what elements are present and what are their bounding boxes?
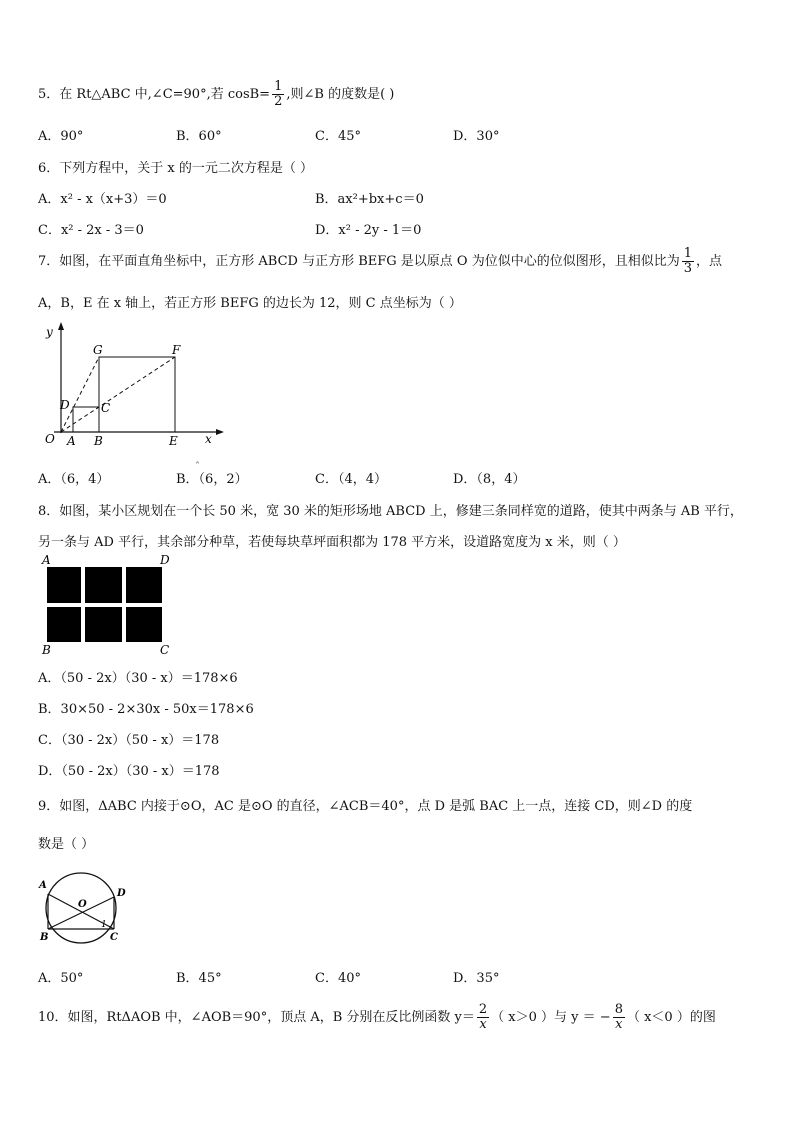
q7-label-g: G (93, 343, 103, 357)
q7-option-c: C．（4，4） (315, 472, 387, 487)
q9-option-b: B．45° (176, 971, 222, 986)
q5-option-c: C．45° (315, 129, 361, 144)
q7-label-y: y (46, 325, 53, 339)
q6-option-a: A．x² - x（x+3）＝0 (38, 192, 167, 207)
q9-label-a: A (39, 880, 47, 891)
q7-label-o: O (45, 432, 55, 446)
q9-circle-figure (34, 872, 144, 947)
q7-option-b-text: B．（6，2） (176, 472, 248, 487)
question-10-line-1 (38, 1003, 716, 1032)
q5-text-post: ,则∠B 的度数是( ) (286, 87, 395, 102)
q8-label-b: B (42, 643, 51, 657)
q8-option-a: A．（50 - 2x）（30 - x）＝178×6 (38, 671, 238, 686)
q9-label-o: O (78, 899, 87, 910)
q7-fraction-num: 1 (683, 246, 693, 261)
q9-label-b: B (40, 932, 49, 943)
q5-fraction-num: 1 (274, 79, 283, 94)
q8-label-a: A (42, 553, 51, 567)
q9-option-a: A．50° (38, 971, 84, 986)
question-7-line-1 (38, 247, 722, 276)
q6-option-d: D．x² - 2y - 1＝0 (315, 223, 422, 238)
q9-option-d: D．35° (453, 971, 500, 986)
q6-option-b: B．ax²+bx+c＝0 (315, 192, 424, 207)
q5-option-d: D．30° (453, 129, 500, 144)
question-9-line-1: 9．如图，ΔABC 内接于⊙O，AC 是⊙O 的直径，∠ACB＝40°，点 D 是弧 BAC 上一点，连接 CD，则∠D 的度 (38, 799, 693, 814)
q5-text-pre: 5．在 Rt△ABC 中,∠C=90°,若 cosB= (38, 87, 271, 102)
q7-option-d: D．（8，4） (453, 472, 526, 487)
q10-fraction-1-den: x (479, 1017, 487, 1032)
question-8-line-2: 另一条与 AD 平行，其余部分种草，若使每块草坪面积都为 178 平方米，设道路宽度为 x 米，则（ ） (38, 535, 626, 550)
q7-label-x: x (205, 432, 212, 446)
question-5-stem (38, 80, 394, 109)
q8-option-c: C．（30 - 2x）（50 - x）＝178 (38, 733, 220, 748)
q7-label-f: F (172, 343, 181, 357)
q8-road-horizontal (47, 603, 162, 607)
q10-text-pre: 10．如图，RtΔAOB 中，∠AOB＝90°，顶点 A，B 分别在反比例函数 y＝ (38, 1010, 475, 1025)
q10-fraction-2 (613, 1003, 625, 1032)
q10-text-mid: （ x＞0 ）与 y ＝ − (491, 1010, 611, 1025)
q7-dashed-line-og (61, 357, 99, 432)
question-7-line-2: A，B，E 在 x 轴上，若正方形 BEFG 的边长为 12，则 C 点坐标为（ ） (38, 296, 462, 311)
q7-coordinate-figure (30, 320, 230, 455)
q5-option-b: B．60° (176, 129, 222, 144)
q7-option-b-mark: ˆ (195, 462, 200, 473)
q10-text-post: （ x＜0 ）的图 (626, 1010, 716, 1025)
q7-y-axis-arrow (58, 322, 64, 330)
q9-label-d: D (117, 888, 126, 899)
q7-fraction-den: 3 (683, 261, 693, 276)
q9-option-c: C．40° (315, 971, 361, 986)
q9-label-c: C (110, 932, 118, 943)
q10-fraction-2-den: x (615, 1017, 623, 1032)
q5-fraction-den: 2 (274, 94, 283, 109)
q7-label-e: E (169, 434, 178, 448)
q7-option-b (176, 468, 248, 487)
question-8-line-1: 8．如图，某小区规划在一个长 50 米，宽 30 米的矩形场地 ABCD 上，修建三条同样宽的道路，使其中两条与 AB 平行， (38, 504, 743, 519)
question-6-stem: 6．下列方程中，关于 x 的一元二次方程是（ ） (38, 161, 313, 176)
question-9-line-2: 数是（ ） (38, 837, 95, 852)
q8-label-d: D (160, 553, 170, 567)
q7-square-befg (99, 357, 175, 432)
q8-option-d: D．（50 - 2x）（30 - x）＝178 (38, 764, 220, 779)
q7-text-post: ，点 (696, 254, 723, 269)
q8-rectangle-figure (36, 552, 186, 658)
q7-label-b: B (94, 434, 103, 448)
q8-label-c: C (160, 643, 170, 657)
q5-fraction (272, 80, 284, 109)
q10-fraction-1-num: 2 (478, 1002, 488, 1017)
q10-fraction-1 (477, 1003, 489, 1032)
q7-fraction (682, 247, 694, 276)
q7-label-d: D (60, 398, 70, 412)
q7-square-abcd (73, 407, 99, 432)
q7-option-a: A．（6，4） (38, 472, 110, 487)
q10-fraction-2-num: 8 (614, 1002, 623, 1017)
q7-text-pre: 7．如图，在平面直角坐标中，正方形 ABCD 与正方形 BEFG 是以原点 O 为位似中心的位似图形，且相似比为 (38, 254, 680, 269)
q7-x-axis-arrow (216, 429, 224, 435)
q7-dashed-line-of (61, 357, 175, 432)
q7-label-a: A (67, 434, 76, 448)
q6-option-c: C．x² - 2x - 3＝0 (38, 223, 144, 238)
q8-option-b: B．30×50 - 2×30x - 50x＝178×6 (38, 702, 254, 717)
q7-label-c: C (101, 401, 111, 415)
q5-option-a: A．90° (38, 129, 84, 144)
q9-label-angle-1: 1 (101, 920, 107, 930)
